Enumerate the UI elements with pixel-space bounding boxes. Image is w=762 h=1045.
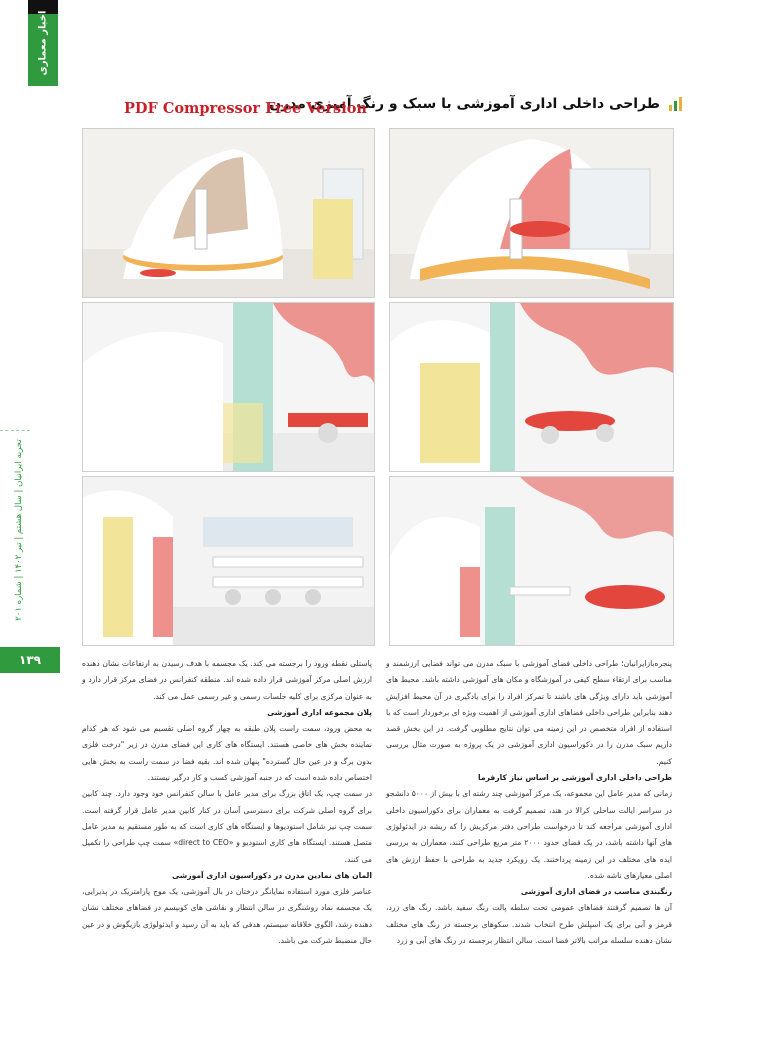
photo-arch-workspace-right <box>389 302 674 472</box>
issue-info-label: تجربه ایرانیان | سال هشتم | تیر ۱۴۰۲ | شماره ۲۰۱ <box>14 439 24 621</box>
watermark: PDF Compressor Free Version <box>124 100 367 117</box>
page-number: ۱۳۹ <box>0 647 60 673</box>
paragraph: در سمت چپ، یک اتاق بزرگ برای مدیر عامل با سالن کنفرانس خود وجود دارد. چند کابین برای گروه اصلی شرکت برای دسترسی آسان در کنار کابین مدیر عامل قرار گرفته است. سمت چپ نیز شامل استودیوها و ایستگاه های کاری است که به طور مستقیم به مدیر عامل متصل هستند. ایستگاه های کاری استودیو و «direct to CEO» سمت چپ طراحی را تکمیل می کنند. <box>82 789 372 864</box>
subheading: پلان مجموعه اداری آموزشی <box>267 707 372 717</box>
article-title: طراحی داخلی اداری آموزشی با سبک و رنگ آمیزی مدرن <box>269 96 660 112</box>
paragraph: زمانی که مدیر عامل این مجموعه، یک مرکز آموزشی چند رشته ای با بیش از ۵۰۰۰ دانشجو در سراسر ایالت ساحلی کرالا در هند، تصمیم گرفت به معماران برای دکوراسیون داخلی اداری آموزشی مراجعه کند تا درخواست طراحی دفتر مرکزیش را که ریشه در ایدئولوژی های آنها داشته باشد، در یک فضای حدود ۲۰۰۰ متر مربع طراحی کنند، معماران به بررسی ایده های مختلف در این زمینه پرداختند. یک رویکرد جدید به طراحی با حفظ ارزش های اصلی معیارهای ناشه شده. <box>386 789 673 880</box>
paragraph: به محض ورود، سمت راست پلان طبقه به چهار گروه اصلی تقسیم می شود که هر کدام نماینده بخش های خاصی هستند. ایستگاه های کاری این فضای مدرن در زیر "درخت فلزی بدون برگ و در عین حال گسترده" پنهان شده اند. بقیه فضا در سمت راست به بخش هایی اختصاص داده شده است که در جنبه آموزشی کسب و کار درگیر نیستند. <box>82 724 372 783</box>
section-tab <box>28 0 58 86</box>
issue-info <box>6 420 32 640</box>
photo-lobby-statue-left <box>82 128 375 298</box>
text-column-right <box>386 656 672 949</box>
paragraph: پنجره‌بازایرانیان؛ طراحی داخلی فضای آموزشی با سبک مدرن می تواند فضایی ارزشمند و مناسب برای ارتقاء سطح کیفی در آموزشگاه و مکان های آموزشی داشته باشد. محیط های آموزشی باید دارای ویژگی های باشند تا تمرکز افراد را برای یادگیری در آن محیط افزایش دهند بنابراین طراحی داخلی فضاهای اداری آموزشی از اهمیت ویژه ای برخوردار است که با استفاده از افراد متخصص در این زمینه می توان نتایج مطلوبی گرفت. در این بخش قصد داریم سبک مدرن را در دکوراسیون اداری آموزشی در یک پروژه به صورت مثال بررسی کنیم. <box>386 659 672 766</box>
photo-office-desks <box>82 476 375 646</box>
paragraph: پاستلی نقطه ورود را برجسته می کند. یک مجسمه با هدف رسیدن به ارتفاعات نشان دهنده ارزش اصلی مرکز آموزشی قرار داده شده اند. منطقه کنفرانس در فضای مرکز قرار دارد و به عنوان مرکزی برای کلیه جلسات رسمی و غیر رسمی عمل می کند. <box>82 659 372 701</box>
photo-arch-workspace-left <box>82 302 375 472</box>
subheading: طراحی داخلی اداری آموزشی بر اساس نیاز کارفرما <box>478 773 672 783</box>
section-tab-label: اخبار معماری <box>37 10 49 76</box>
bar-chart-icon <box>666 97 682 111</box>
paragraph: آن ها تصمیم گرفتند فضاهای عمومی تحت سلطه پالت رنگ سفید باشد. رنگ های زرد، قرمز و آبی برای یک اسپلش طرح انتخاب شدند. سکوهای برجسته در رنگ های مختلف نشان دهنده سلسله مراتب بالاتر فضا است. سالن انتظار برجسته در رنگ های آبی و زرد <box>386 903 672 946</box>
subheading: رنگبندی مناسب در فضای اداری آموزشی <box>520 887 672 897</box>
subheading: المان های نمادین مدرن در دکوراسیون اداری آموزشی <box>172 870 372 880</box>
text-column-left <box>82 656 372 949</box>
photo-lobby-statue-right <box>389 128 674 298</box>
paragraph: عناصر فلزی مورد استفاده نمایانگر درختان در بال آموزشی، یک موج پارامتریک در پذیرایی، یک مجسمه نماد روشنگری در سالن انتظار و نقاشی های کوبیسم در فضاهای مختلف نشان دهنده رشد، الگوی خلاقانه سیستم، هدفی که باید به آن رسید و ایدئولوژی بازیگوش و در عین حال منضبط شرکت می باشد. <box>82 887 372 946</box>
photo-lounge-arch <box>389 476 674 646</box>
